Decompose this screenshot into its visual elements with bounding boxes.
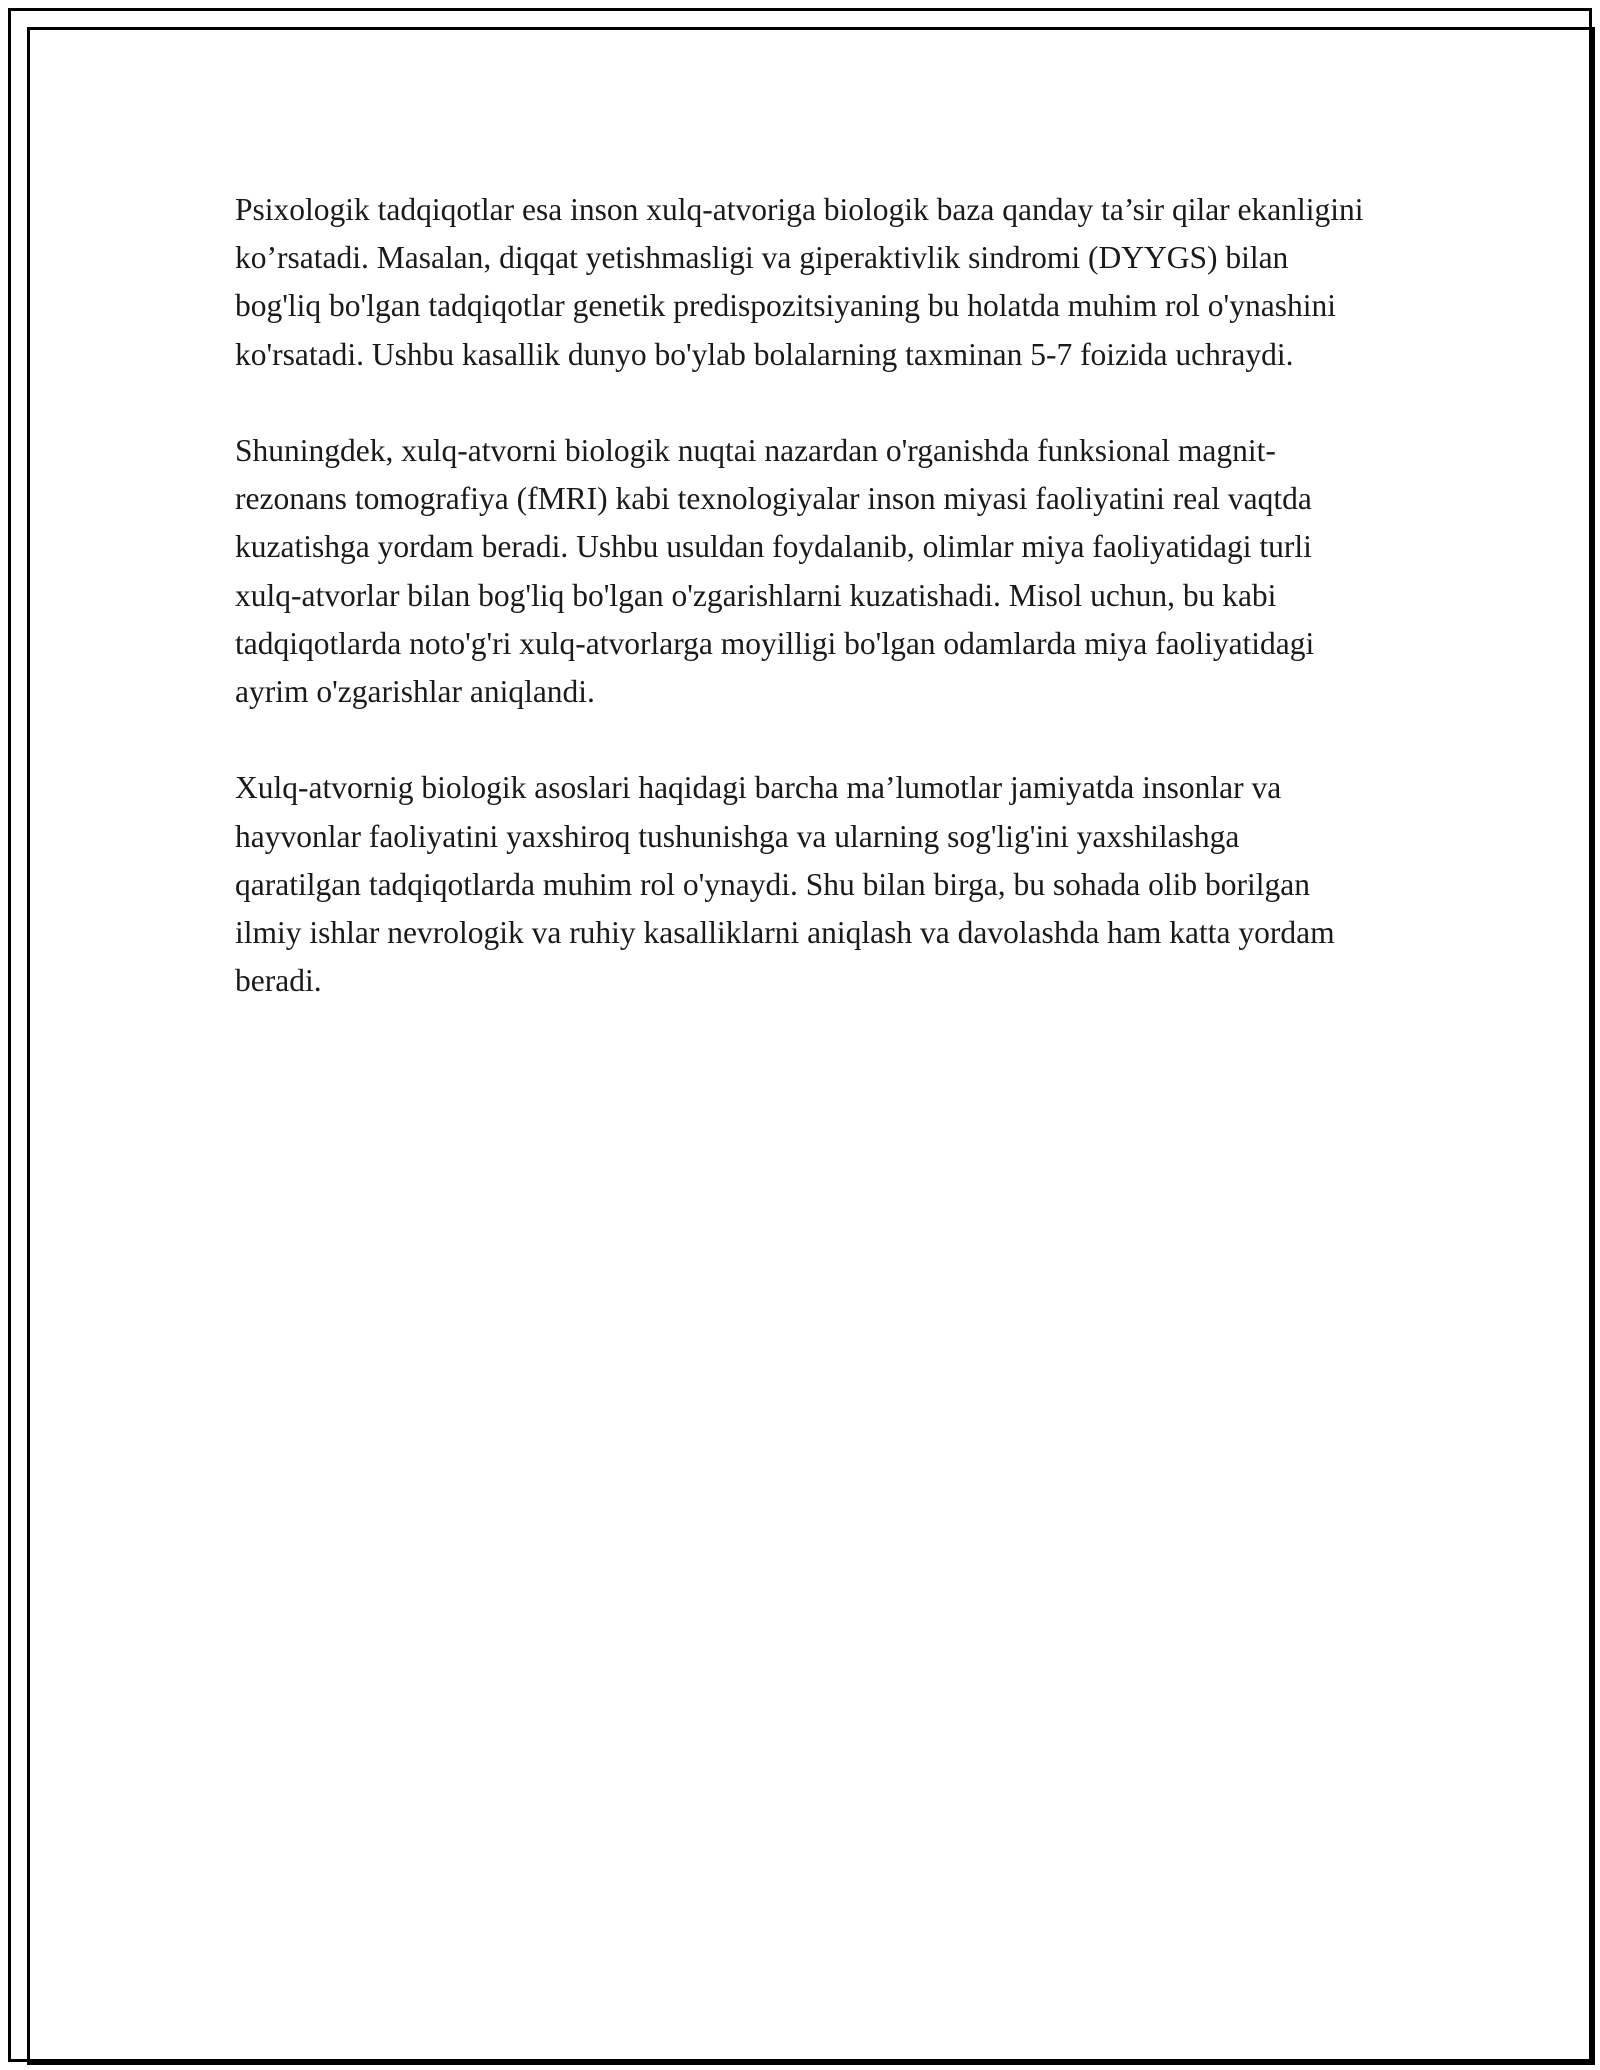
paragraph-3: Xulq-atvornig biologik asoslari haqidagi barcha ma’lumotlar jamiyatda insonlar va hayvonlar faoliyatini yaxshiroq tushunishga va ularning sog'lig'ini yaxshilashga qaratilgan tadqiqotlarda muhim rol o'ynaydi. Shu bilan birga, bu sohada olib borilgan ilmiy ishlar nevrologik va ruhiy kasalliklarni aniqlash va davolashda ham katta yordam beradi. xyxy=(235,770,1335,999)
document-body xyxy=(235,186,1370,1054)
paragraph-2: Shuningdek, xulq-atvorni biologik nuqtai nazardan o'rganishda funksional magnit-rezonans tomografiya (fMRI) kabi texnologiyalar inson miyasi faoliyatini real vaqtda kuzatishga yordam beradi. Ushbu usuldan foydalanib, olimlar miya faoliyatidagi turli xulq-atvorlar bilan bog'liq bo'lgan o'zgarishlarni kuzatishadi. Misol uchun, bu kabi tadqiqotlarda noto'g'ri xulq-atvorlarga moyilligi bo'lgan odamlarda miya faoliyatidagi ayrim o'zgarishlar aniqlandi. xyxy=(235,433,1315,710)
paragraph-1: Psixologik tadqiqotlar esa inson xulq-atvoriga biologik baza qanday ta’sir qilar ekanligini ko’rsatadi. Masalan, diqqat yetishmasligi va giperaktivlik sindromi (DYYGS) bilan bog'liq bo'lgan tadqiqotlar genetik predispozitsiyaning bu holatda muhim rol o'ynashini ko'rsatadi. Ushbu kasallik dunyo bo'ylab bolalarning taxminan 5-7 foizida uchraydi. xyxy=(235,192,1364,372)
